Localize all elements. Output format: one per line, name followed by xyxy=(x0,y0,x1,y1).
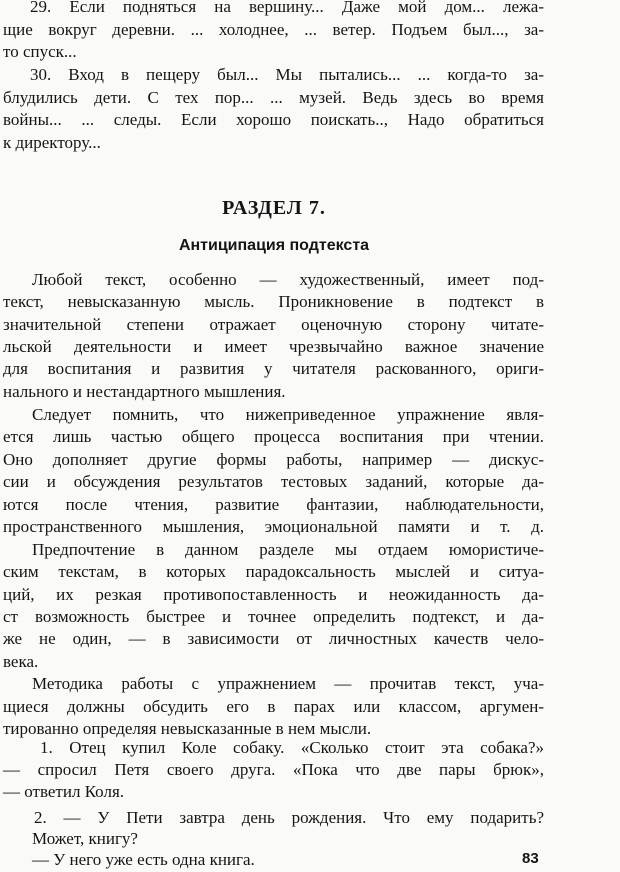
text-line: ским текстам, в которых парадоксальность мыслей и ситуа- xyxy=(3,562,544,581)
text-line: значительной степени отражает оценочную сторону читате- xyxy=(3,315,544,334)
text-line: 29. Если подняться на вершину... Даже мой дом... лежа- xyxy=(30,0,544,16)
text-line: Оно дополняет другие формы работы, например — дискус- xyxy=(3,450,544,469)
section-title: РАЗДЕЛ 7. xyxy=(222,197,326,219)
text-line: к директору... xyxy=(3,133,101,152)
text-line: 2. — У Пети завтра день рождения. Что ему подарить? xyxy=(34,808,544,827)
text-line: ст возможность быстрее и точнее определить подтекст, и да- xyxy=(3,607,544,626)
text-line: Методика работы с упражнением — прочитав текст, уча- xyxy=(32,674,544,693)
text-line: 1. Отец купил Коле собаку. «Сколько стоит эта собака?» xyxy=(40,738,544,757)
text-line: ций, их резкая противопоставленность и неожиданность да- xyxy=(3,585,544,604)
text-line: щиеся должны обсудить его в парах или классом, аргумен- xyxy=(3,697,544,716)
text-line: Любой текст, особенно — художественный, имеет под- xyxy=(32,270,544,289)
text-line: — У него уже есть одна книга. xyxy=(32,850,255,869)
section-subtitle: Антиципация подтекста xyxy=(178,237,370,254)
text-line: войны... ... следы. Если хорошо поискать.., Надо обратиться xyxy=(3,110,544,129)
text-line: ются после чтения, развитие фантазии, наблюдательности, xyxy=(3,495,544,514)
text-line: же не один, — в зависимости от личностных качеств чело- xyxy=(3,629,544,648)
text-line: — спросил Петя своего друга. «Пока что две пары брюк», xyxy=(3,760,544,779)
text-line: тированно определяя невысказанные в нем мысли. xyxy=(3,719,372,738)
text-line: пространственного мышления, эмоциональной памяти и т. д. xyxy=(3,517,544,536)
text-line: века. xyxy=(3,652,39,671)
text-line: ется лишь частью общего процесса воспитания при чтении. xyxy=(3,427,544,446)
text-line: сии и обсуждения результатов тестовых заданий, которые да- xyxy=(3,472,544,491)
text-line: — ответил Коля. xyxy=(3,782,125,801)
text-line: щие вокруг деревни. ... холоднее, ... ветер. Подъем был..., за- xyxy=(3,20,544,39)
text-line: Следует помнить, что нижеприведенное упражнение явля- xyxy=(32,405,544,424)
text-line: 30. Вход в пещеру был... Мы пытались... ... когда-то за- xyxy=(30,65,544,84)
text-line: Предпочтение в данном разделе мы отдаем юмористиче- xyxy=(32,540,544,559)
text-line: текст, невысказанную мысль. Проникновение в подтекст в xyxy=(3,292,544,311)
text-line: блудились дети. С тех пор... ... музей. Ведь здесь во время xyxy=(3,88,544,107)
text-line: нального и нестандартного мышления. xyxy=(3,382,286,401)
text-line: льской деятельности и имеет чрезвычайно важное значение xyxy=(3,337,544,356)
text-line: то спуск... xyxy=(3,42,77,61)
text-line: для воспитания и развития у читателя раскованного, ориги- xyxy=(3,359,544,378)
text-line: Может, книгу? xyxy=(32,829,138,848)
page-number: 83 xyxy=(522,850,539,867)
